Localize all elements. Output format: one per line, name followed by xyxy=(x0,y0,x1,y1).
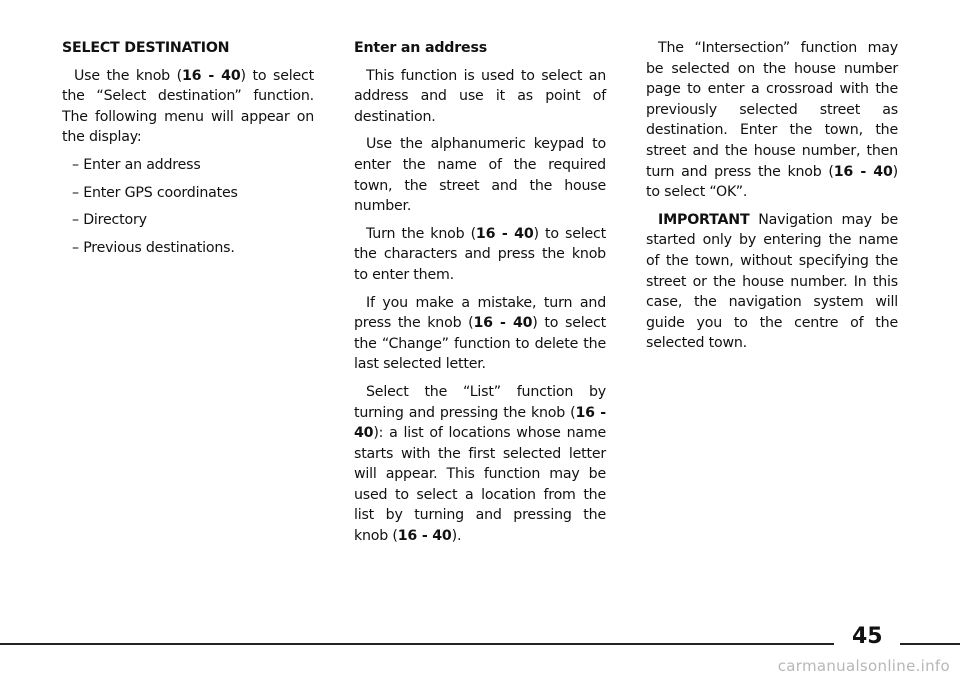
text: ) to select the “Change” function to delete the last selected letter. xyxy=(354,315,606,373)
knob-reference: 16 - 40 xyxy=(473,315,533,332)
text: Use the knob ( xyxy=(74,67,182,84)
knob-reference: 16 - 40 xyxy=(181,67,241,84)
column-enter-address xyxy=(354,38,606,554)
text: ) to select “OK”. xyxy=(646,163,898,201)
text: Navigation may be started only by entering the name of the town, without specifying the street or the house number. In this case, the navigation system will guide you to the centre of the selected town. xyxy=(646,211,898,352)
footer-rule-right xyxy=(900,643,960,645)
column-intersection xyxy=(646,38,898,361)
paragraph-3 xyxy=(354,224,606,286)
menu-item-enter-address: – Enter an address xyxy=(72,156,201,173)
knob-reference: 16 - 40 xyxy=(397,528,452,545)
paragraph-5 xyxy=(354,382,606,547)
column-select-destination xyxy=(62,38,314,265)
text: ). xyxy=(451,528,462,545)
paragraph-2: Use the alphanumeric keypad to enter the name of the required town, the street and the house number. xyxy=(354,136,606,215)
text: ) to select the characters and press the knob to enter them. xyxy=(354,225,606,283)
knob-reference: 16 - 40 xyxy=(354,404,606,442)
text: ): a list of locations whose name starts with the first selected letter will appear. This function may be used to select a location from the list by turning and pressing the knob ( xyxy=(354,425,606,545)
menu-item-gps-coordinates: – Enter GPS coordinates xyxy=(72,184,238,201)
paragraph-4 xyxy=(354,293,606,375)
watermark: carmanualsonline.info xyxy=(777,657,950,675)
knob-reference: 16 - 40 xyxy=(475,225,534,242)
intersection-paragraph xyxy=(646,38,898,203)
text: The “Intersection” function may be selected on the house number page to enter a crossroad with the previously selected street as destination. Enter the town, the street and the house number, then turn and press the knob ( xyxy=(646,40,898,180)
important-note xyxy=(646,210,898,354)
subsection-heading: Enter an address xyxy=(354,40,487,56)
text: Select the “List” function by turning and pressing the knob ( xyxy=(354,383,606,421)
section-heading: SELECT DESTINATION xyxy=(62,40,230,56)
text: ) to select the “Select destination” function. The following menu will appear on the display: xyxy=(62,67,314,146)
menu-item-directory: – Directory xyxy=(72,212,147,229)
menu-list xyxy=(62,155,314,258)
text: If you make a mistake, turn and press the knob ( xyxy=(354,294,606,332)
paragraph-1: This function is used to select an address and use it as point of destination. xyxy=(354,67,606,125)
intro-paragraph xyxy=(62,66,314,148)
important-label: IMPORTANT xyxy=(658,211,750,228)
text: Turn the knob ( xyxy=(366,225,476,242)
knob-reference: 16 - 40 xyxy=(833,163,893,180)
page-number: 45 xyxy=(852,624,883,649)
menu-item-previous-destinations: – Previous destinations. xyxy=(72,239,235,256)
footer-rule-left xyxy=(0,643,834,645)
